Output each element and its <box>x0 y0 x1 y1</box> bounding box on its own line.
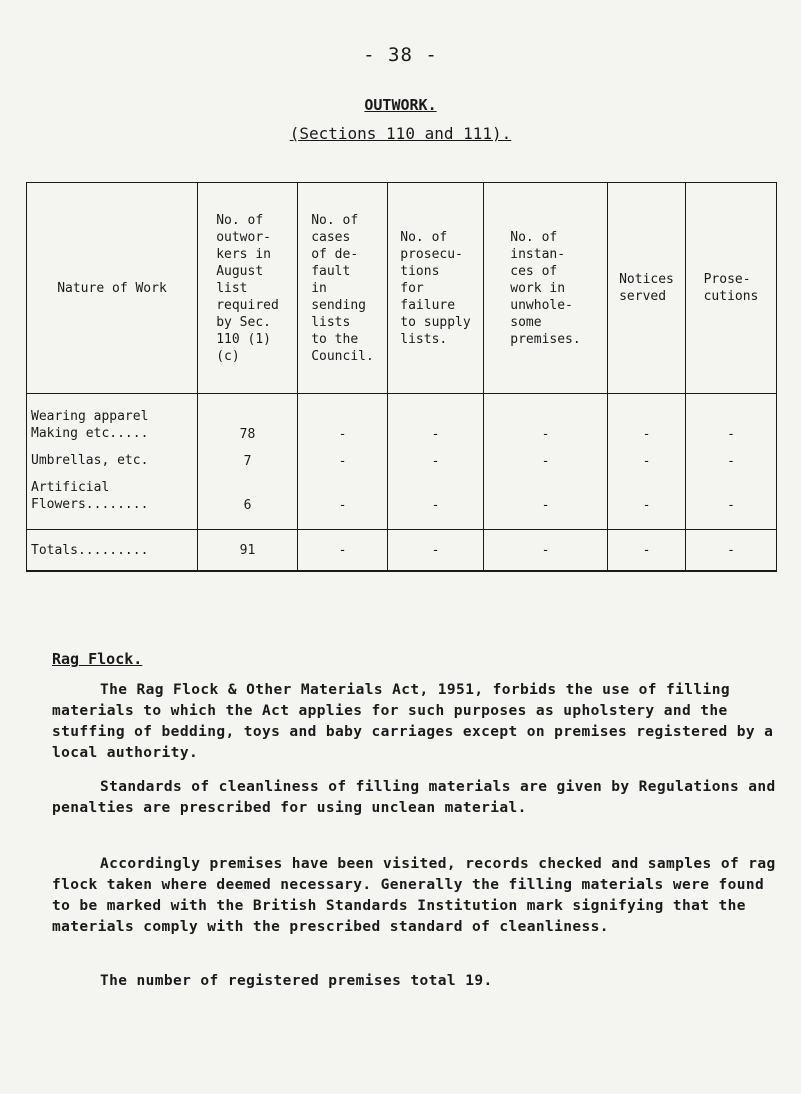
rag-flock-paragraph: Accordingly premises have been visited, records checked and samples of rag flock taken where deemed necessary. Generally the filling materials were found to be marked with the British Standards Institution mark signifying that the materials comply with the prescribed standard of cleanliness. <box>52 856 776 935</box>
header-line: No. of <box>510 229 558 245</box>
header-line: lists <box>311 314 351 330</box>
totals-prosecutions-final: - <box>686 530 777 572</box>
header-line: instan- <box>510 246 566 262</box>
table-header-row <box>27 183 777 394</box>
row-nature <box>27 442 198 469</box>
totals-cases: - <box>298 530 388 572</box>
header-line: to supply <box>400 314 471 330</box>
table-row <box>27 394 777 443</box>
page-subtitle-text: (Sections 110 and 111). <box>289 124 512 143</box>
header-line: (c) <box>216 348 240 364</box>
nature-line: Making etc..... <box>31 426 149 441</box>
row-cases: - <box>298 394 388 443</box>
header-line: premises. <box>510 331 581 347</box>
header-line: prosecu- <box>400 246 463 262</box>
header-line: to the <box>311 331 359 347</box>
nature-line: Umbrellas, etc. <box>31 453 149 468</box>
header-line: served <box>619 289 667 304</box>
row-outworkers: 7 <box>198 442 298 469</box>
header-line: work in <box>510 280 566 296</box>
header-line: some <box>510 314 542 330</box>
table-row <box>27 469 777 530</box>
header-line: tions <box>400 263 440 279</box>
row-notices: - <box>608 469 686 530</box>
header-line: No. of <box>216 212 264 228</box>
page-title-text: OUTWORK. <box>364 96 437 114</box>
header-line: Notices <box>619 272 674 287</box>
row-outworkers: 6 <box>198 469 298 530</box>
header-line: fault <box>311 263 351 279</box>
header-prosecutions <box>686 183 777 394</box>
nature-line: Artificial <box>31 480 110 495</box>
header-line: outwor- <box>216 229 271 245</box>
row-outworkers: 78 <box>198 394 298 443</box>
totals-row <box>27 530 777 572</box>
header-line: for <box>400 280 424 296</box>
totals-outworkers: 91 <box>198 530 298 572</box>
header-line: cases <box>311 229 351 245</box>
header-cell-text <box>216 212 279 365</box>
header-line: in <box>311 280 327 296</box>
row-prosecutions: - <box>388 442 484 469</box>
row-prosecutions-final: - <box>686 442 777 469</box>
header-line: No. of <box>400 229 448 245</box>
header-cell-text <box>311 212 374 365</box>
row-prosecutions-final: - <box>686 394 777 443</box>
table-row <box>27 442 777 469</box>
header-line: No. of <box>311 212 359 228</box>
totals-label: Totals......... <box>27 530 198 572</box>
header-line: of de- <box>311 246 359 262</box>
header-cell-text <box>57 280 167 297</box>
row-notices: - <box>608 394 686 443</box>
header-cases-of-default <box>298 183 388 394</box>
header-line: Nature of Work <box>57 280 167 296</box>
row-cases: - <box>298 442 388 469</box>
page-number: - 38 - <box>363 44 438 66</box>
row-notices: - <box>608 442 686 469</box>
header-line: lists. <box>400 331 448 347</box>
row-nature <box>27 469 198 530</box>
header-line: sending <box>311 297 366 313</box>
totals-instances: - <box>484 530 608 572</box>
rag-flock-paragraph: Standards of cleanliness of filling materials are given by Regulations and penalties are prescribed for using unclean material. <box>52 779 776 816</box>
header-notices-served <box>608 183 686 394</box>
header-line: Council. <box>311 348 374 364</box>
header-line: cutions <box>703 289 759 304</box>
header-cell-text <box>510 229 580 348</box>
header-line: unwhole- <box>510 297 573 313</box>
header-cell-text <box>704 271 759 305</box>
header-unwholesome-premises <box>484 183 608 394</box>
row-prosecutions-final: - <box>686 469 777 530</box>
header-prosecutions-failure <box>388 183 484 394</box>
row-prosecutions: - <box>388 394 484 443</box>
header-line: August <box>216 263 264 279</box>
header-cell-text <box>400 229 470 348</box>
rag-flock-heading: Rag Flock. <box>52 650 143 668</box>
row-cases: - <box>298 469 388 530</box>
header-line: kers in <box>216 246 271 262</box>
header-cell-text <box>619 271 674 305</box>
rag-flock-paragraph: The number of registered premises total 19. <box>100 973 493 989</box>
totals-prosecutions: - <box>388 530 484 572</box>
header-line: by Sec. <box>216 314 271 330</box>
header-line: ces of <box>510 263 558 279</box>
header-outworkers <box>198 183 298 394</box>
page-title <box>0 96 801 114</box>
row-instances: - <box>484 469 608 530</box>
row-instances: - <box>484 394 608 443</box>
header-line: list <box>216 280 248 296</box>
nature-line: Flowers........ <box>31 497 149 512</box>
page-subtitle <box>0 124 801 143</box>
header-nature-of-work <box>27 183 198 394</box>
row-prosecutions: - <box>388 469 484 530</box>
nature-line: Wearing apparel <box>31 409 149 424</box>
rag-flock-paragraph: The Rag Flock & Other Materials Act, 1951, forbids the use of filling materials to which the Act applies for such purposes as upholstery and the stuffing of bedding, toys and baby carriages except on premises registered by a local authority. <box>52 682 774 761</box>
totals-notices: - <box>608 530 686 572</box>
header-line: required <box>216 297 279 313</box>
header-line: 110 (1) <box>216 331 271 347</box>
row-nature <box>27 394 198 443</box>
header-line: failure <box>400 297 456 313</box>
outwork-table <box>26 182 777 572</box>
header-line: Prose- <box>703 272 751 287</box>
row-instances: - <box>484 442 608 469</box>
